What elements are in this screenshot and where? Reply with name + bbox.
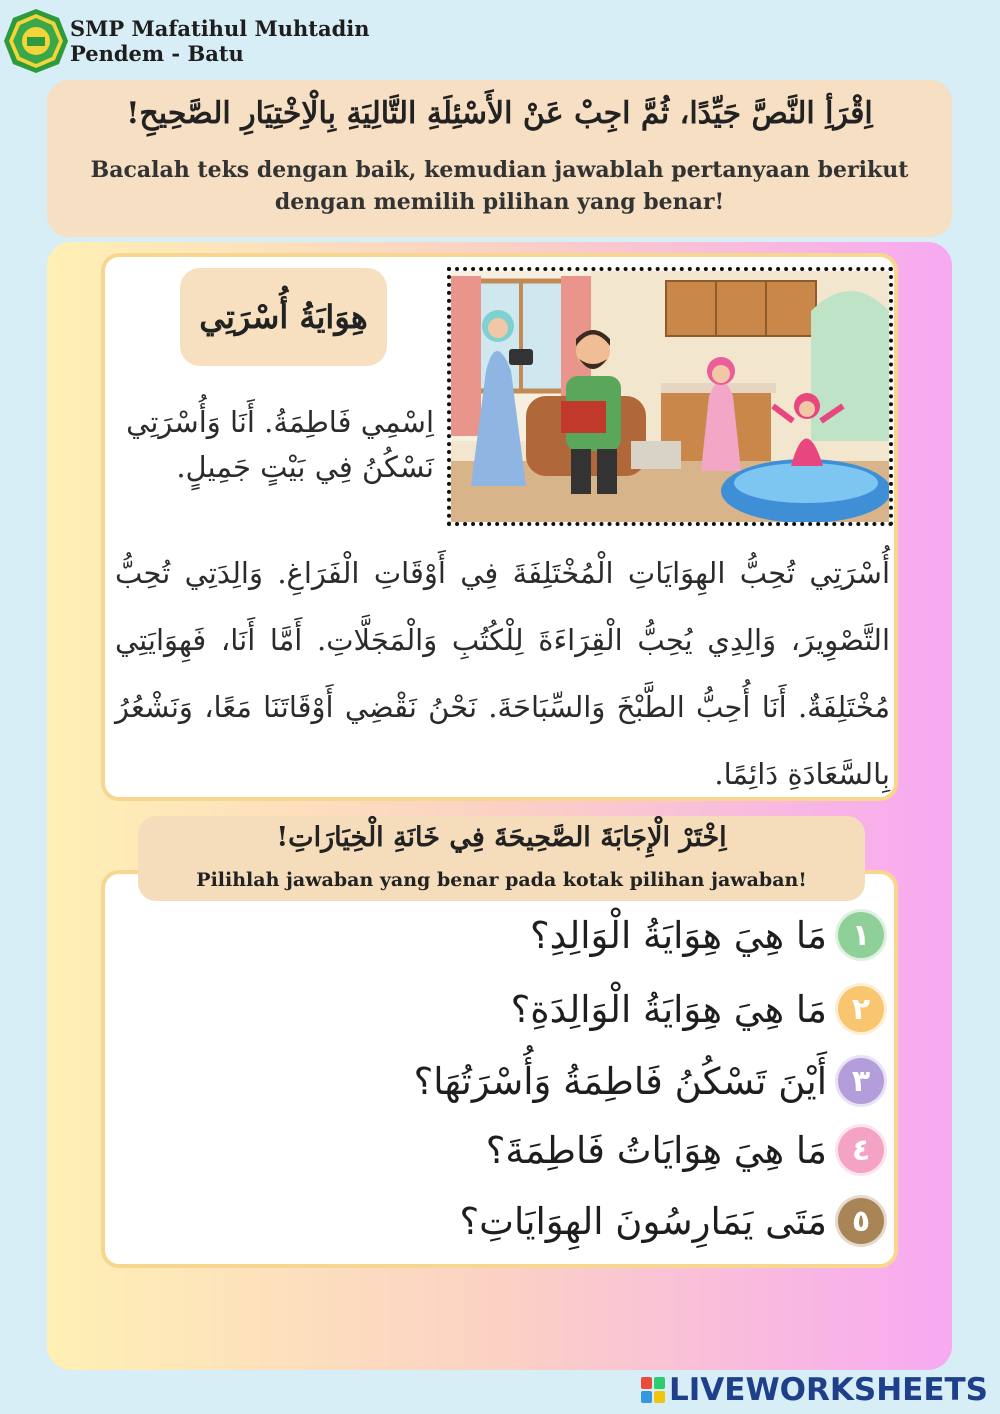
story-title-box (180, 268, 387, 366)
question-number-badge: ٣ (835, 1055, 887, 1107)
liveworksheets-icon (641, 1377, 665, 1403)
question-text: مَا هِيَ هِوَايَةُ الْوَالِدِ؟ (529, 913, 827, 957)
question-number-badge: ٤ (835, 1124, 887, 1176)
school-emblem-icon (3, 8, 69, 74)
liveworksheets-logo[interactable] (641, 1372, 988, 1408)
question-item (459, 1188, 887, 1254)
question-number-badge: ١ (835, 909, 887, 961)
family-hobby-illustration (447, 267, 893, 526)
instruction-indonesian: Bacalah teks dengan baik, kemudian jawablah pertanyaan berikut dengan memilih pilihan yang benar! (90, 157, 909, 215)
instruction-arabic: اِقْرَأِ النَّصَّ جَيِّدًا، ثُمَّ اجِبْ عَنْ الأَسْئِلَةِ التَّالِيَةِ بِالْاِخْتِيَارِ الصَّحِيحِ! (126, 96, 873, 131)
school-name: SMP Mafatihul Muhtadin (70, 16, 370, 41)
question-item (486, 1117, 887, 1183)
question-item (414, 1048, 887, 1114)
question-number-badge: ٥ (835, 1195, 887, 1247)
question-number-badge: ٢ (835, 983, 887, 1035)
question-item (530, 902, 887, 968)
question-text: أَيْنَ تَسْكُنُ فَاطِمَةُ وَأُسْرَتُهَا؟ (413, 1059, 827, 1103)
questions-heading-arabic: اِخْتَرْ الْإِجَابَةَ الصَّحِيحَةَ فِي خَانَةِ الْخِيَارَاتِ! (276, 822, 727, 853)
questions-heading-indonesian: Pilihlah jawaban yang benar pada kotak pilihan jawaban! (196, 869, 807, 891)
question-text: مَا هِيَ هِوَايَاتُ فَاطِمَةَ؟ (485, 1128, 827, 1172)
story-title: هِوَايَةُ أُسْرَتِي (199, 298, 368, 336)
instruction-banner (47, 80, 952, 237)
liveworksheets-brand: LIVEWORKSHEETS (669, 1372, 988, 1408)
school-header (70, 16, 370, 66)
story-body: أُسْرَتِي تُحِبُّ الهِوَايَاتِ الْمُخْتَلِفَةَ فِي أَوْقَاتِ الْفَرَاغِ. وَالِدَتِي تُحِبُّ التَّصْوِيرَ، وَالِدِي يُحِبُّ الْقِرَاءَةَ لِلْكُتُبِ وَالْمَجَلَّاتِ. أَمَّا أَنَا، فَهِوَايَتِي مُخْتَلِفَةٌ. أَنَا أُحِبُّ الطَّبْخَ وَالسِّبَاحَةَ. نَحْنُ نَقْضِي أَوْقَاتَنَا مَعًا، وَنَشْعُرُ بِالسَّعَادَةِ دَائِمًا. (115, 556, 890, 791)
question-text: مَا هِيَ هِوَايَةُ الْوَالِدَةِ؟ (510, 987, 827, 1031)
questions-heading (138, 816, 865, 901)
school-location: Pendem - Batu (70, 41, 244, 66)
question-text: مَتَى يَمَارِسُونَ الهِوَايَاتِ؟ (459, 1199, 827, 1243)
story-intro: اِسْمِي فَاطِمَةُ. أَنَا وَأُسْرَتِي نَسْكُنُ فِي بَيْتٍ جَمِيلٍ. (126, 405, 434, 484)
family-scene-image (451, 271, 889, 522)
question-item (511, 976, 887, 1042)
